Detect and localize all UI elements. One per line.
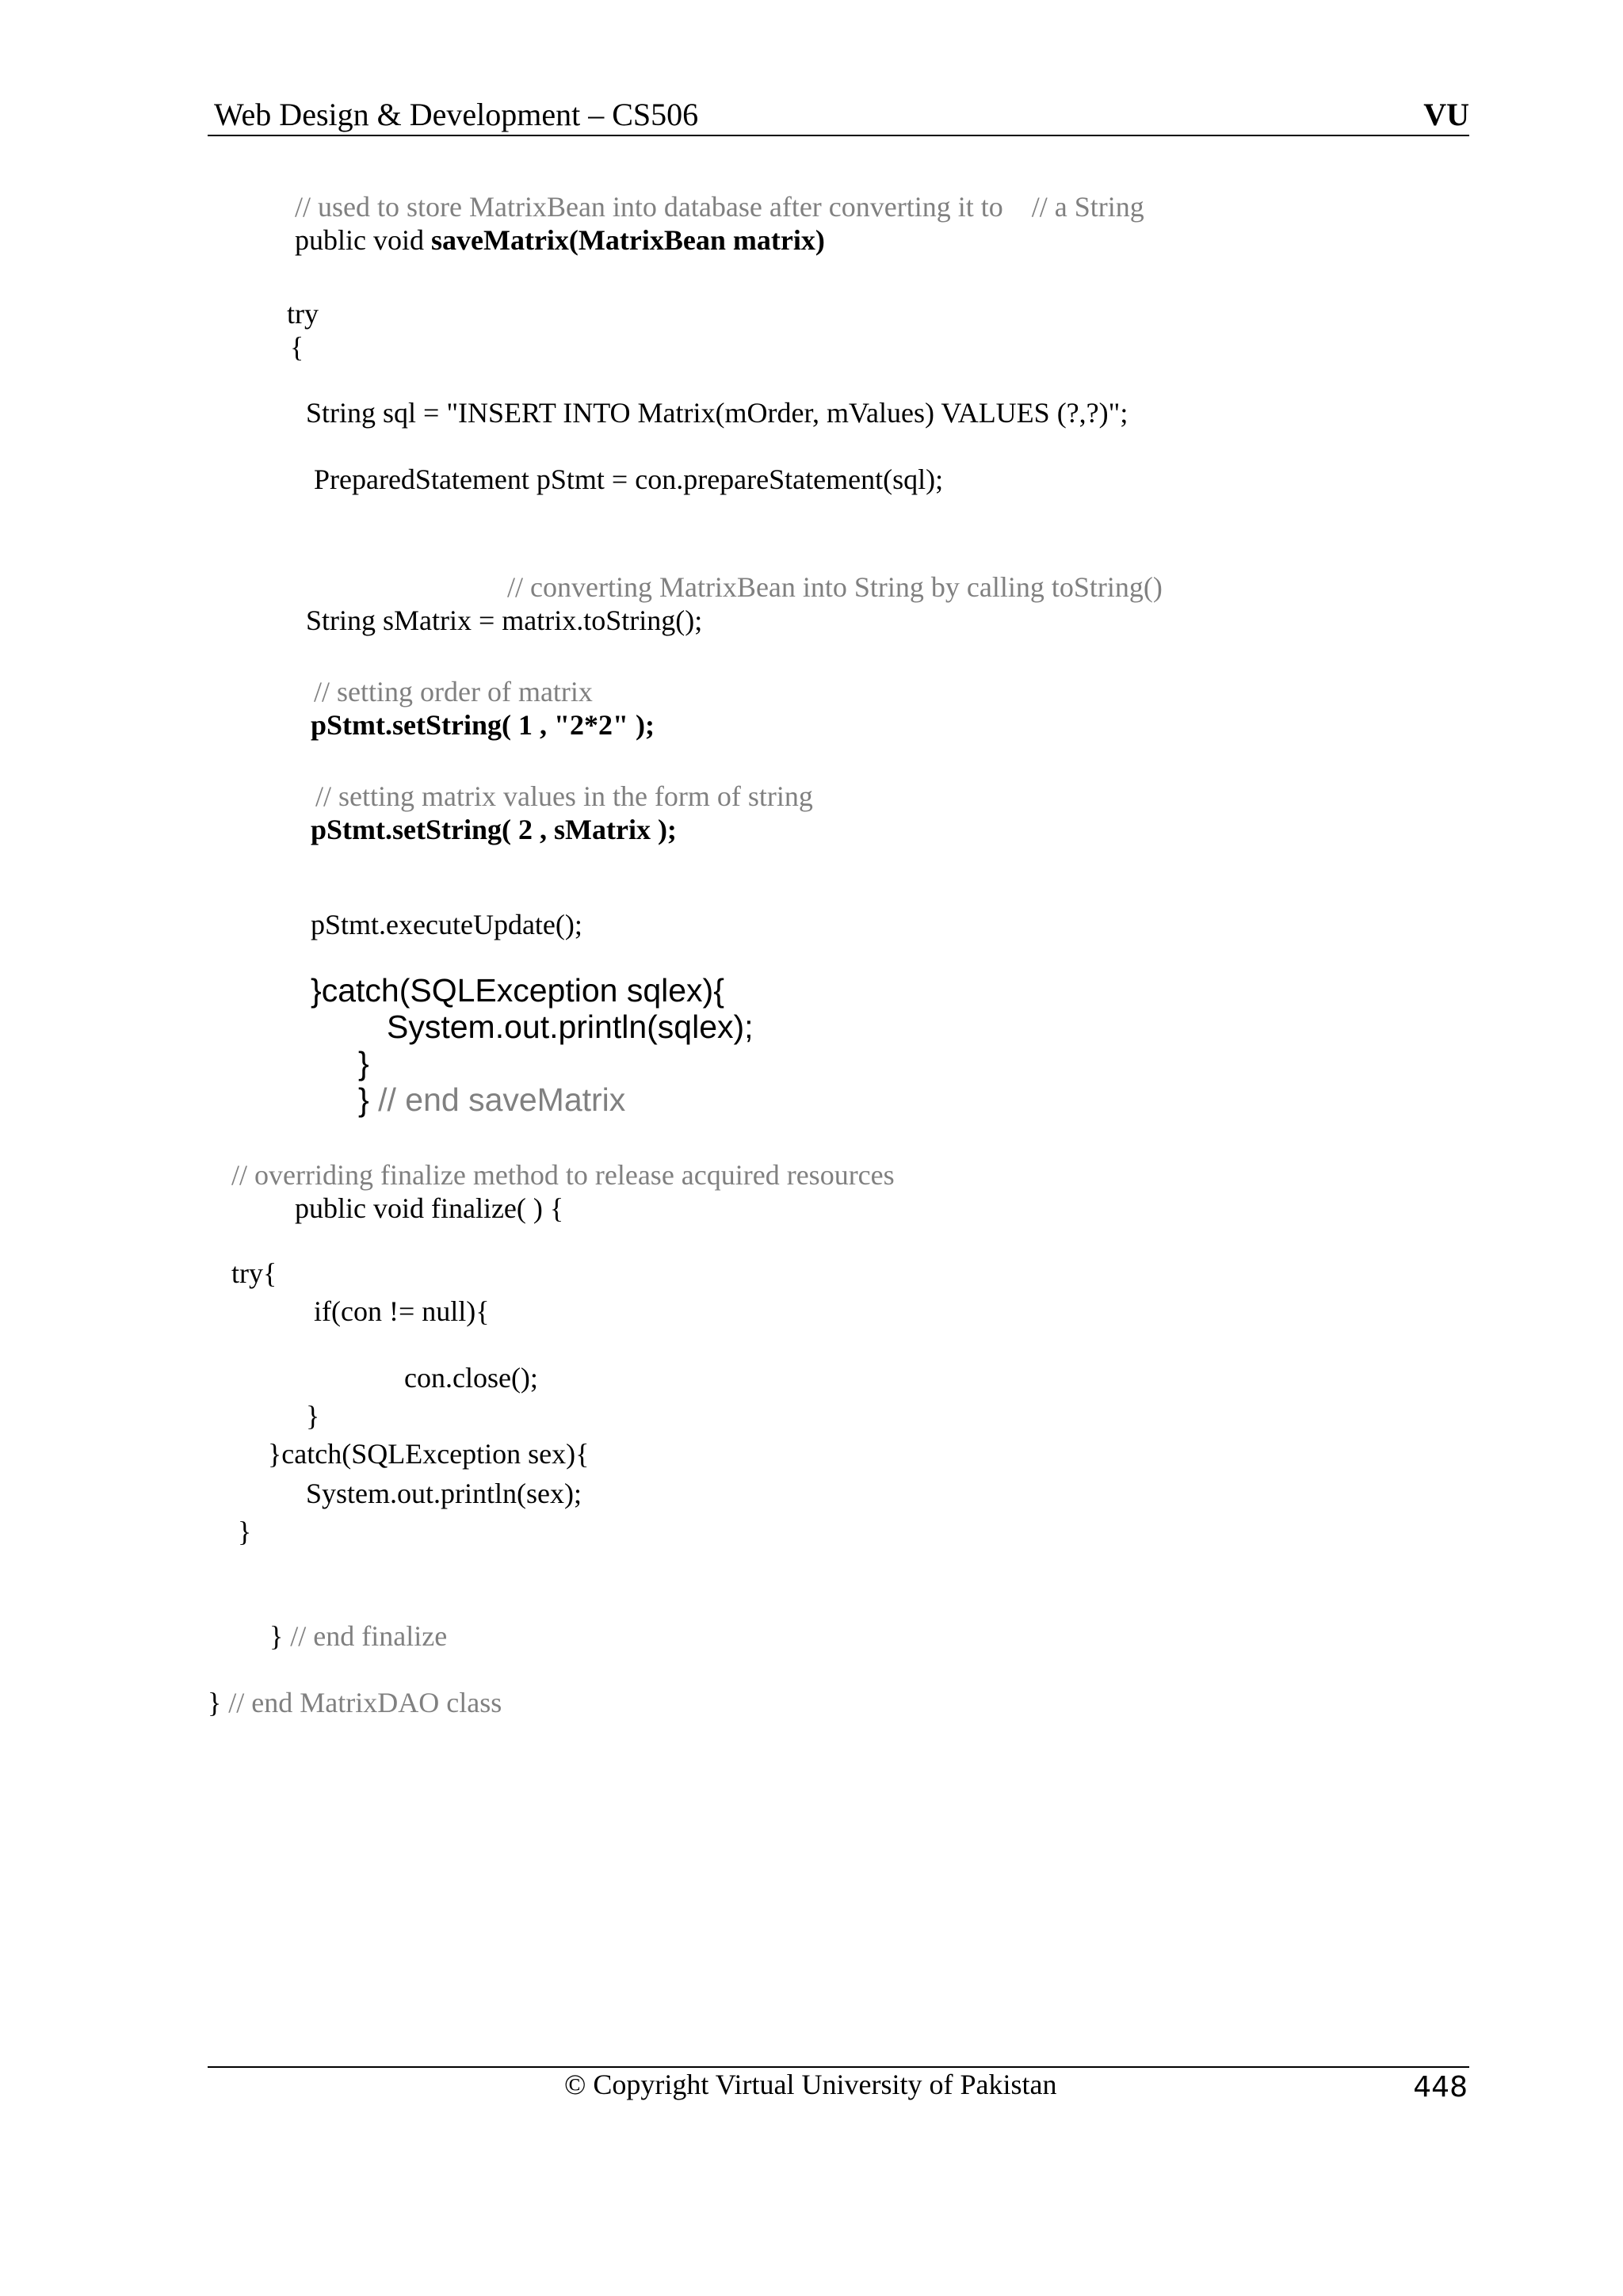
header-course-title: Web Design & Development – CS506 xyxy=(214,97,699,132)
code-line xyxy=(358,1081,625,1119)
code-line: } xyxy=(306,1400,320,1432)
code-comment: // end finalize xyxy=(290,1620,448,1652)
code-comment: // end saveMatrix xyxy=(378,1081,626,1118)
code-line xyxy=(269,1619,447,1653)
code-line: try xyxy=(287,298,319,330)
code-line xyxy=(208,1686,502,1719)
code-comment: // end MatrixDAO class xyxy=(228,1687,502,1718)
page-number: 448 xyxy=(1413,2071,1468,2103)
code-comment: // setting order of matrix xyxy=(314,676,593,707)
code-line: pStmt.executeUpdate(); xyxy=(311,909,582,940)
code-line: String sMatrix = matrix.toString(); xyxy=(306,605,703,636)
code-line: }catch(SQLException sex){ xyxy=(268,1438,590,1470)
code-text: } xyxy=(208,1687,229,1718)
code-method-signature: saveMatrix(MatrixBean matrix) xyxy=(430,224,825,256)
code-line: try{ xyxy=(231,1257,277,1289)
code-line: pStmt.setString( 1 , "2*2" ); xyxy=(311,709,655,741)
code-line: con.close(); xyxy=(404,1362,538,1394)
footer-copyright: © Copyright Virtual University of Pakistan xyxy=(564,2069,1057,2100)
code-line: if(con != null){ xyxy=(314,1295,490,1327)
code-line: } xyxy=(238,1516,252,1547)
code-line: }catch(SQLException sqlex){ xyxy=(311,972,724,1009)
code-line: System.out.println(sqlex); xyxy=(387,1009,754,1045)
code-text: } xyxy=(358,1081,379,1118)
code-line: pStmt.setString( 2 , sMatrix ); xyxy=(311,814,677,845)
header-divider xyxy=(208,135,1469,136)
code-line: { xyxy=(290,331,304,363)
code-line: } xyxy=(358,1045,369,1081)
code-line: System.out.println(sex); xyxy=(306,1478,582,1509)
code-line xyxy=(295,223,825,257)
code-line: public void finalize( ) { xyxy=(295,1192,564,1224)
code-comment: // overriding finalize method to release acquired resources xyxy=(231,1159,895,1191)
code-comment: // setting matrix values in the form of string xyxy=(315,780,813,812)
code-text: } xyxy=(269,1620,291,1652)
code-line: String sql = "INSERT INTO Matrix(mOrder, mValues) VALUES (?,?)"; xyxy=(306,397,1128,429)
code-line: PreparedStatement pStmt = con.prepareStatement(sql); xyxy=(314,463,944,495)
header-institution: VU xyxy=(1423,97,1469,132)
code-comment: // converting MatrixBean into String by calling toString() xyxy=(507,571,1163,603)
code-comment: // used to store MatrixBean into database after converting it to // a String xyxy=(295,191,1144,223)
code-text: public void xyxy=(295,224,431,256)
